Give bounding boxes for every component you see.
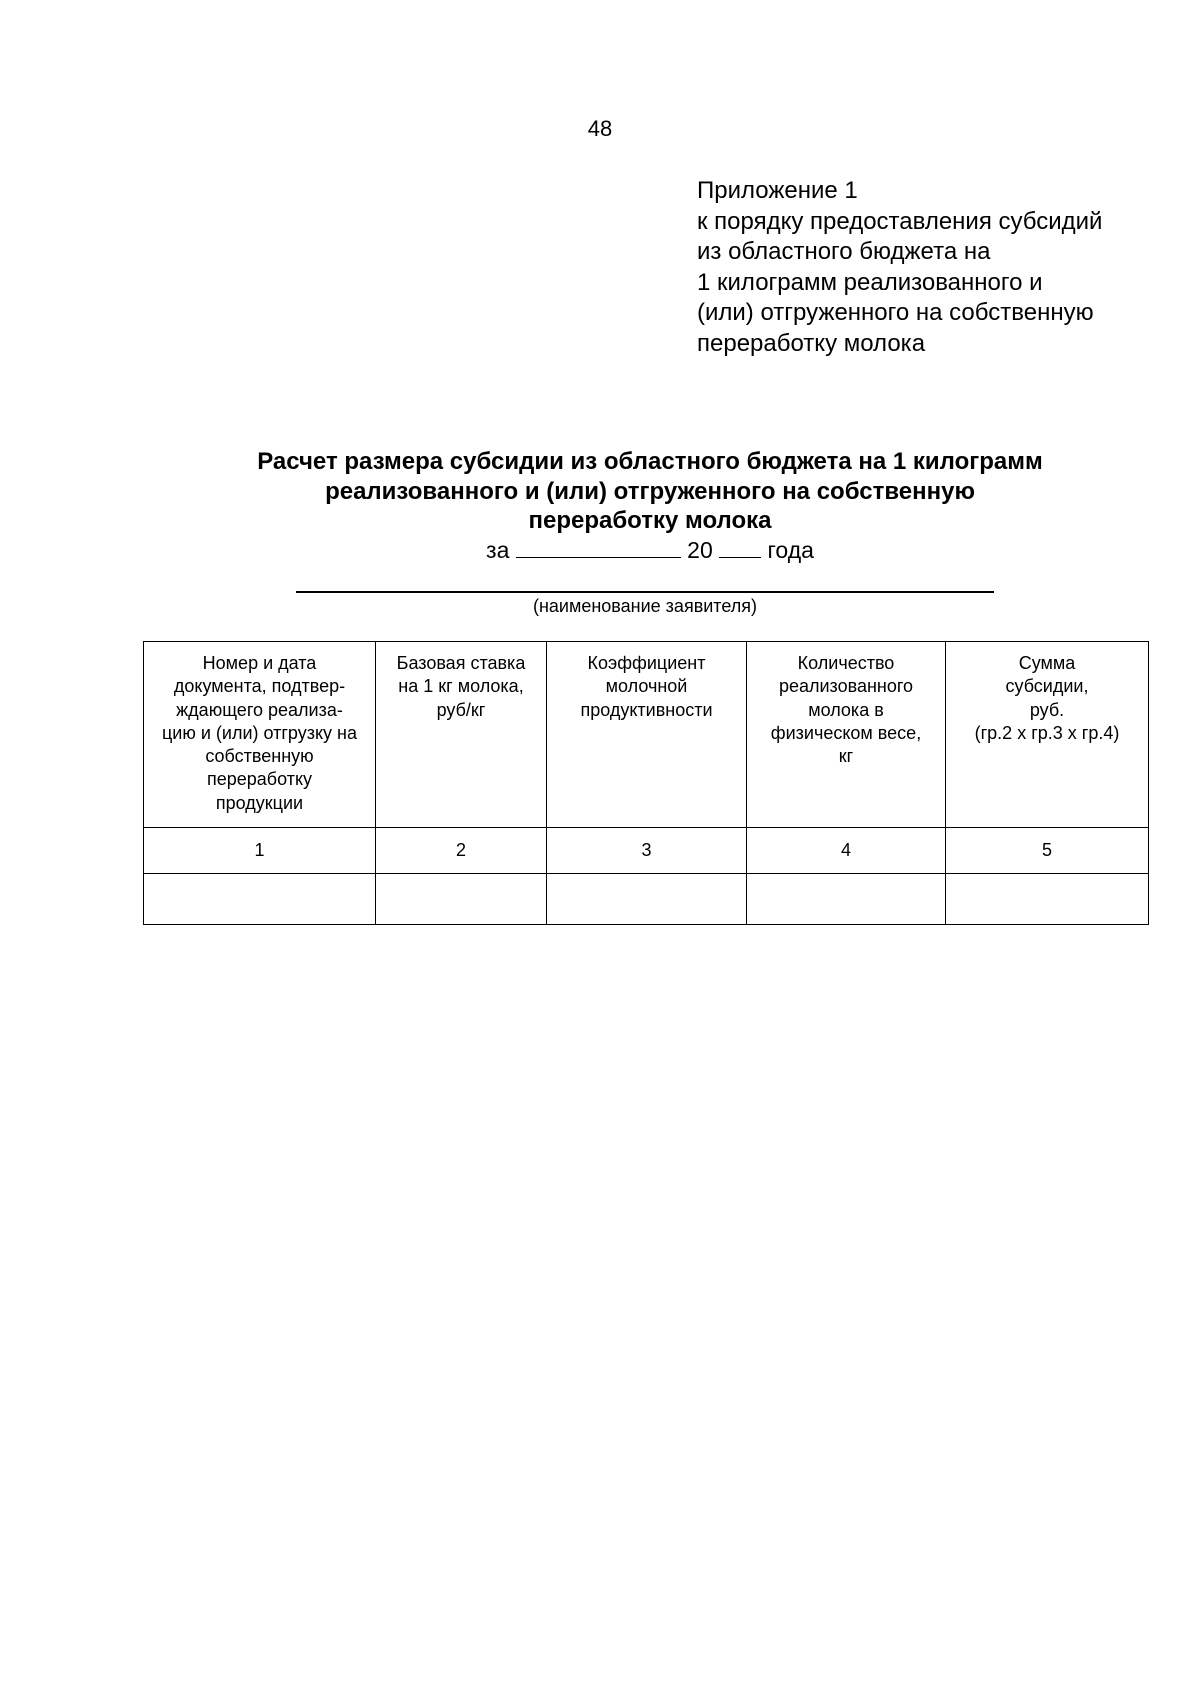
header-document: Номер и дата документа, подтвер- ждающего реализа- цию и (или) отгрузку на собственную переработку продукции [144,642,376,828]
appendix-line: к порядку предоставления субсидий [697,207,1103,235]
title-line: переработку молока [528,507,772,534]
year-blank-field[interactable] [719,537,761,558]
period-suffix: года [767,537,814,563]
appendix-block [697,176,1177,360]
page-number: 48 [587,116,613,141]
table-row [144,874,1149,925]
table-cell[interactable] [144,874,376,925]
period-blank-field[interactable] [516,537,681,558]
header-quantity: Количество реализованного молока в физическом весе, кг [747,642,946,828]
appendix-line: 1 килограмм реализованного и [697,268,1043,296]
column-number: 1 [144,828,376,874]
title-line: Расчет размера субсидии из областного бюджета на 1 килограмм [257,448,1043,475]
period-prefix: за [486,537,510,563]
header-coefficient: Коэффициент молочной продуктивности [547,642,747,828]
column-number: 3 [547,828,747,874]
column-number: 5 [946,828,1149,874]
applicant-caption: (наименование заявителя) [532,596,758,616]
table-cell[interactable] [747,874,946,925]
appendix-line: переработку молока [697,329,926,357]
table-cell[interactable] [376,874,547,925]
appendix-line: (или) отгруженного на собственную [697,299,1094,327]
period-year-prefix: 20 [687,537,713,563]
table-header-row [144,642,1149,828]
appendix-line: из областного бюджета на [697,238,991,266]
column-number-row [144,828,1149,874]
appendix-line: Приложение 1 [697,177,858,204]
table-cell[interactable] [946,874,1149,925]
header-subsidy-sum: Сумма субсидии, руб. (гр.2 х гр.3 х гр.4) [946,642,1149,828]
applicant-name-line[interactable] [296,591,994,593]
subsidy-calculation-table [143,641,1149,925]
column-number: 2 [376,828,547,874]
document-title [120,447,1180,536]
title-line: реализованного и (или) отгруженного на собственную [325,477,975,505]
period-line [120,536,1180,564]
header-base-rate: Базовая ставка на 1 кг молока, руб/кг [376,642,547,828]
column-number: 4 [747,828,946,874]
table-cell[interactable] [547,874,747,925]
